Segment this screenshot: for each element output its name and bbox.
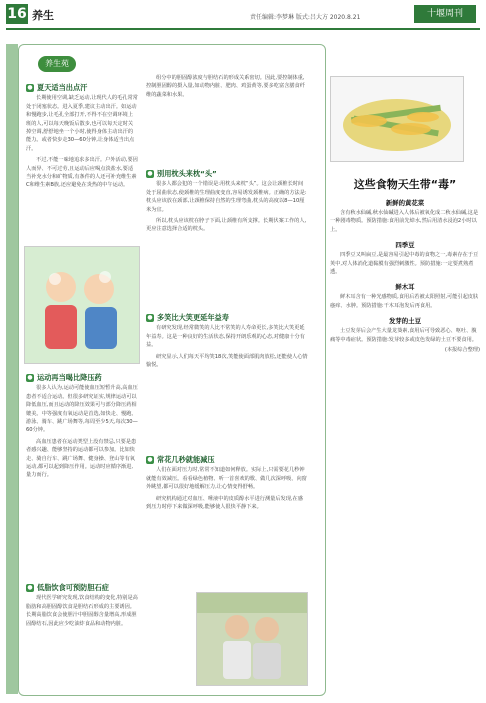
middle-column-a [146, 166, 308, 306]
section-tag: 养生苑 [38, 56, 76, 72]
article-title: ● 常花几秒就能减压 [147, 455, 215, 464]
paragraph: 研究显示,人们每天平均笑18次,笑能使面部肌肉放松,还能使人心情愉悦。 [146, 353, 308, 369]
bullet-icon: ● [27, 84, 33, 92]
elderly-couple-illustration [24, 246, 140, 364]
paragraph: 土豆发芽后会产生大量龙葵素,食用后可导致恶心、呕吐、腹痛等中毒症状。预防措施:发芽较多或皮色发绿的土豆不要食用。 [330, 328, 477, 343]
paragraph: 长期使用空调,缺乏运动,让现代人的毛孔常常处于闭塞状态。进入夏季,建议主动出汗。如运动和慢跑步,让毛孔全部打开,不得不在空调环境上班的人,可以每天晚饭后散步,也可以每天定时关掉空调,舒舒地坐一个小时,使得身体主动出汗的能力。或者快步走30—60分钟,让身体适当出点汗。 [26, 95, 138, 152]
source-note: (本报综合整理) [444, 347, 480, 354]
paragraph: 不过,不能一味地追求多出汗。户外活动,要因人而异、不可过劳,且运动后应喝点淡盐水,要适当补充水分和矿物质,有条件的人还可补充维生素C和维生素B族,还应避免在炎热的中午运动。 [26, 157, 138, 189]
right-column [330, 168, 480, 700]
subheading: 四季豆 [395, 241, 415, 250]
paragraph: 有研究发现,经常微笑的人比不常笑的人寿命更长,多笑比大笑更延年益寿。这是一种良好的生活状态,保持开朗乐观的心态,对健康十分有益。 [146, 325, 305, 349]
middle-column-c [146, 452, 308, 588]
woman-clothes [45, 305, 77, 349]
hair-highlight [49, 273, 61, 285]
paragraph: 所以,枕头应该枕在脖子下面,让颈椎有所支撑。长期伏案工作的人,更应注意选择合适的枕头。 [146, 218, 307, 233]
man-2-face [255, 617, 279, 641]
paragraph: 四季豆又叫扁豆,是最容易引起中毒的食物之一,毒素存在于豆荚中,对人体消化道黏膜有强烈刺激性。预防措施:一定要煮熟煮透。 [330, 252, 479, 276]
man-2-shirt [253, 643, 281, 679]
left-column-middle [26, 370, 138, 530]
paragraph: 高血压患者在运动类型上没有禁忌,只要是患者感兴趣、能够坚持的运动都可以参加。比如快走、骑自行车、跳广场舞、健身操、登山等有氧运动,都可以起到降压作用。运动时应循序渐进,量力而行。 [26, 438, 137, 479]
section-title: 养生 [32, 9, 54, 22]
left-column-bottom [26, 580, 138, 688]
subheading: 鲜木耳 [395, 283, 415, 292]
article-title: ● 多笑比大笑更延年益寿 [147, 313, 229, 322]
trees [197, 593, 307, 613]
elderly-couple-drawing [25, 247, 139, 363]
subheading: 新鲜的黄花菜 [385, 199, 425, 207]
right-headline: 这些食物天生带“毒” [353, 178, 457, 191]
bullet-icon: ● [147, 314, 153, 322]
article-title: ● 别用枕头来枕“头” [147, 169, 217, 178]
middle-column-top [146, 74, 308, 160]
page-header [0, 0, 486, 28]
edition-meta: 责任编辑:李梦琳 版式:吕大方 2020.8.21 [250, 14, 361, 21]
paragraph: 很多人认为,运动可能使血压短暂升高,高血压患者不适合运动。但很多研究证实,规律运动可以降低血压,而且运动的降压效果可与部分降压药相媲美。中等强度有氧运动是首选,如快走、慢跑、游泳、骑车、跳广场舞等,每周至少5天,每次30—60分钟。 [26, 385, 138, 434]
middle-column-b [146, 310, 308, 450]
yellow-flower-vegetable-photo [330, 76, 464, 162]
article-title: ● 夏天适当出点汗 [27, 83, 88, 92]
bullet-icon: ● [147, 170, 153, 178]
paragraph: 人们在面对压力时,常常不知道如何释放。实际上,只需要花几秒钟就能有效减压。看看绿色植物、听一首喜欢的歌、做几次深呼吸、向窗外眺望,都可以很好地缓解压力,让心情变得舒畅。 [146, 467, 307, 491]
elderly-men-photo [196, 592, 308, 686]
subheading: 发芽的土豆 [389, 317, 421, 326]
article-title: ● 运动再当喝比降压药 [27, 373, 102, 382]
brand-logo: 十堰周刊 [414, 5, 476, 23]
man-clothes [85, 307, 117, 349]
man-1-face [225, 615, 249, 639]
hair-highlight [99, 271, 111, 283]
paragraph: 现代医学研究发现,饮食结构的变化,特别是高脂肪和高胆固醇饮食是胆结石形成的主要诱因。长期高脂饮食会使胆汁中胆固醇含量增高,形成胆固醇结石,因此应少吃油炸食品和动物内脏。 [26, 595, 138, 627]
bullet-icon: ● [27, 584, 33, 592]
daylily-drawing [331, 77, 463, 161]
left-decorative-strip [6, 44, 18, 694]
bullet-icon: ● [147, 456, 153, 464]
left-column-top [26, 80, 138, 240]
paragraph: 研究机构通过对血压、唾液中的皮质醇水平进行测量后发现,在感到压力时停下来做深呼吸,能够使人很快平静下来。 [146, 495, 303, 511]
elderly-men-drawing [197, 593, 307, 685]
paragraph: 含有秋水仙碱,秋水仙碱进入人体后被氧化成二秋水仙碱,这是一种剧毒物质。预防措施:食用前先焯水,然后用清水浸泡2小时以上。 [330, 210, 479, 233]
bullet-icon: ● [27, 374, 33, 382]
paragraph: 组分中的胆固醇浓度与胆结石的形成关系密切。因此,要控制体重,控制胆固醇的摄入量,如动物内脏、肥肉、鸡蛋黄等,要多吃富含膳食纤维的蔬菜和水果。 [146, 75, 305, 98]
article-title: ● 低脂饮食可预防胆石症 [27, 583, 109, 592]
paragraph: 鲜木耳含有一种光感物质,食用后若被太阳照射,可能引起皮肤瘙痒、水肿。预防措施:干木耳泡发后再食用。 [330, 294, 479, 309]
header-rule [6, 28, 480, 30]
page-number: 16 [7, 6, 27, 22]
paragraph: 很多人都会犯的一个错误是:用枕头来枕“头”。这会让颈椎长时间处于屈曲状态,使颈椎的生理曲度变直,容易诱发颈椎病。正确的方法是:枕头应该放在颈部,让颈椎保持自然的生理弯曲,枕头的高度以8—10厘米为宜。 [146, 181, 307, 213]
man-1-shirt [223, 641, 251, 679]
